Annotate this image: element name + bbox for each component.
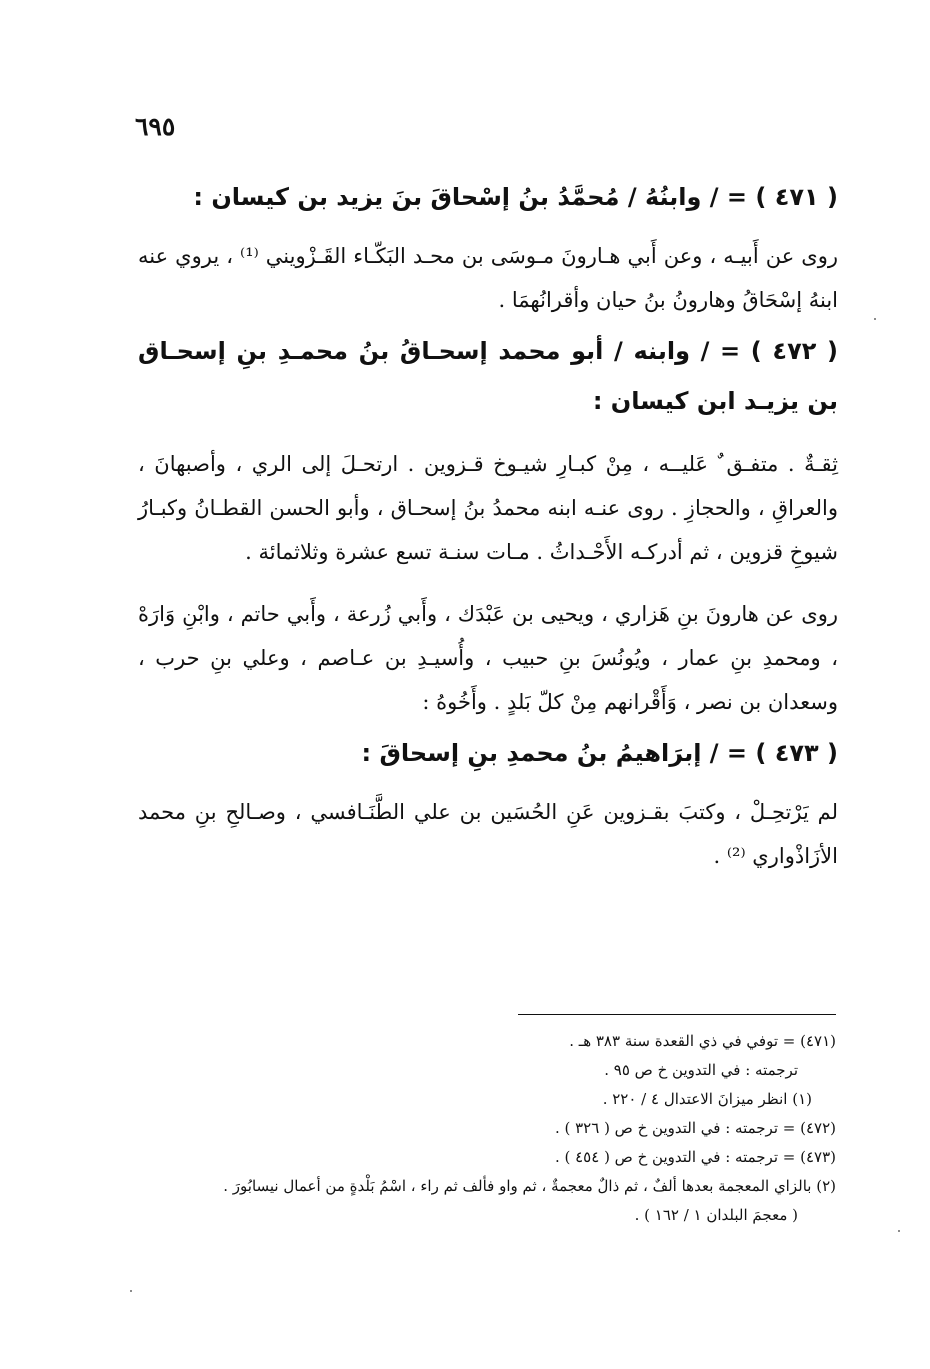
scan-speck bbox=[874, 318, 876, 320]
footnote-472: (٤٧٢) = ترجمته : في التدوين خ ص ( ٣٢٦ ) . bbox=[554, 1119, 836, 1137]
entry-473-text: لم يَرْتحِـلْ ، وكتبَ بقـزوين عَنِ الحُسَين بن علي الطَّنَـافسي ، وصـالحِ بنِ محمد الأزَاذْواري ⁽²⁾ . bbox=[138, 800, 838, 868]
footnote-2-source: ( معجمَ البلدان ١ / ١٦٢ ) . bbox=[634, 1206, 798, 1224]
entry-472-text: ثِقـةٌ . متفـق ٌ عَليــه ، مِنْ كبـارِ شيـوخ قـزوين . ارتحـلَ إلى الري ، وأصبهانَ ، والعراقِ ، والحجازِ . روى عنـه ابنه محمدُ بنُ إسحـاق ، وأبو الحسن القطـانُ وكبـارُ شيوخِ قزوين ، ثم أدركـه الأَحْـداثُ . مـات سنـة تسع عشرة وثلاثمائة . bbox=[138, 452, 838, 564]
main-text bbox=[138, 172, 838, 878]
footnote-471: (٤٧١) = توفي في ذي القعدة سنة ٣٨٣ هـ . bbox=[569, 1032, 836, 1050]
entry-473-heading: ( ٤٧٣ ) = / إبرَاهيمُ بنُ محمدِ بنِ إسحاقَ : bbox=[361, 739, 838, 767]
scan-speck bbox=[130, 1290, 132, 1292]
footnote-2: (٢) بالزاي المعجمة بعدها ألفٌ ، ثم ذالٌ معجمةٌ ، ثم واو فألف ثم راء ، اسْمُ بَلْدةٍ من أعمال نيسابُورَ . bbox=[223, 1177, 836, 1195]
footnote-divider bbox=[518, 1014, 836, 1015]
footnote-473: (٤٧٣) = ترجمته : في التدوين خ ص ( ٤٥٤ ) . bbox=[554, 1148, 836, 1166]
footnote-471-source: ترجمته : في التدوين خ ص ٩٥ . bbox=[604, 1061, 798, 1079]
footnotes bbox=[130, 1027, 836, 1230]
page-number: ٦٩٥ bbox=[135, 112, 176, 141]
scan-speck bbox=[898, 1230, 900, 1232]
footnote-1: (١) انظر ميزانَ الاعتدال ٤ / ٢٢٠ . bbox=[602, 1090, 812, 1108]
entry-471-heading: ( ٤٧١ ) = / وابنُهُ / مُحمَّدُ بنُ إسْحاقَ بنَ يزيد بن كيسان : bbox=[193, 183, 838, 211]
entry-471-text: روى عن أَبيـه ، وعن أَبي هـارونَ مـوسَى بن محـد البَكّـاء القَـزْويني ⁽¹⁾ ، يروي عنه ابنهُ إسْحَاقُ وهارونُ بنُ حيان وأقرانُهمَا . bbox=[138, 244, 838, 312]
entry-472-heading: ( ٤٧٢ ) = / وابنه / أبو محمد إسحـاقُ بنُ محمـدِ بنِ إسحـاق بن يزيـد ابن كيسان : bbox=[138, 337, 838, 415]
entry-472-narrators: روى عن هارونَ بنِ هَزاري ، ويحيى بن عَبْدَك ، وأَبي زُرعة ، وأَبي حاتم ، وابْنِ وَارَهْ ، ومحمدِ بنِ عمار ، ويُونُسَ بنِ حبيب ، وأُسيـدِ بن عـاصم ، وعلي بنِ حرب ، وسعدان بن نصر ، وَأَقْرانهم مِنْ كلّ بَلدٍ . وأَخُوهُ : bbox=[138, 602, 838, 714]
